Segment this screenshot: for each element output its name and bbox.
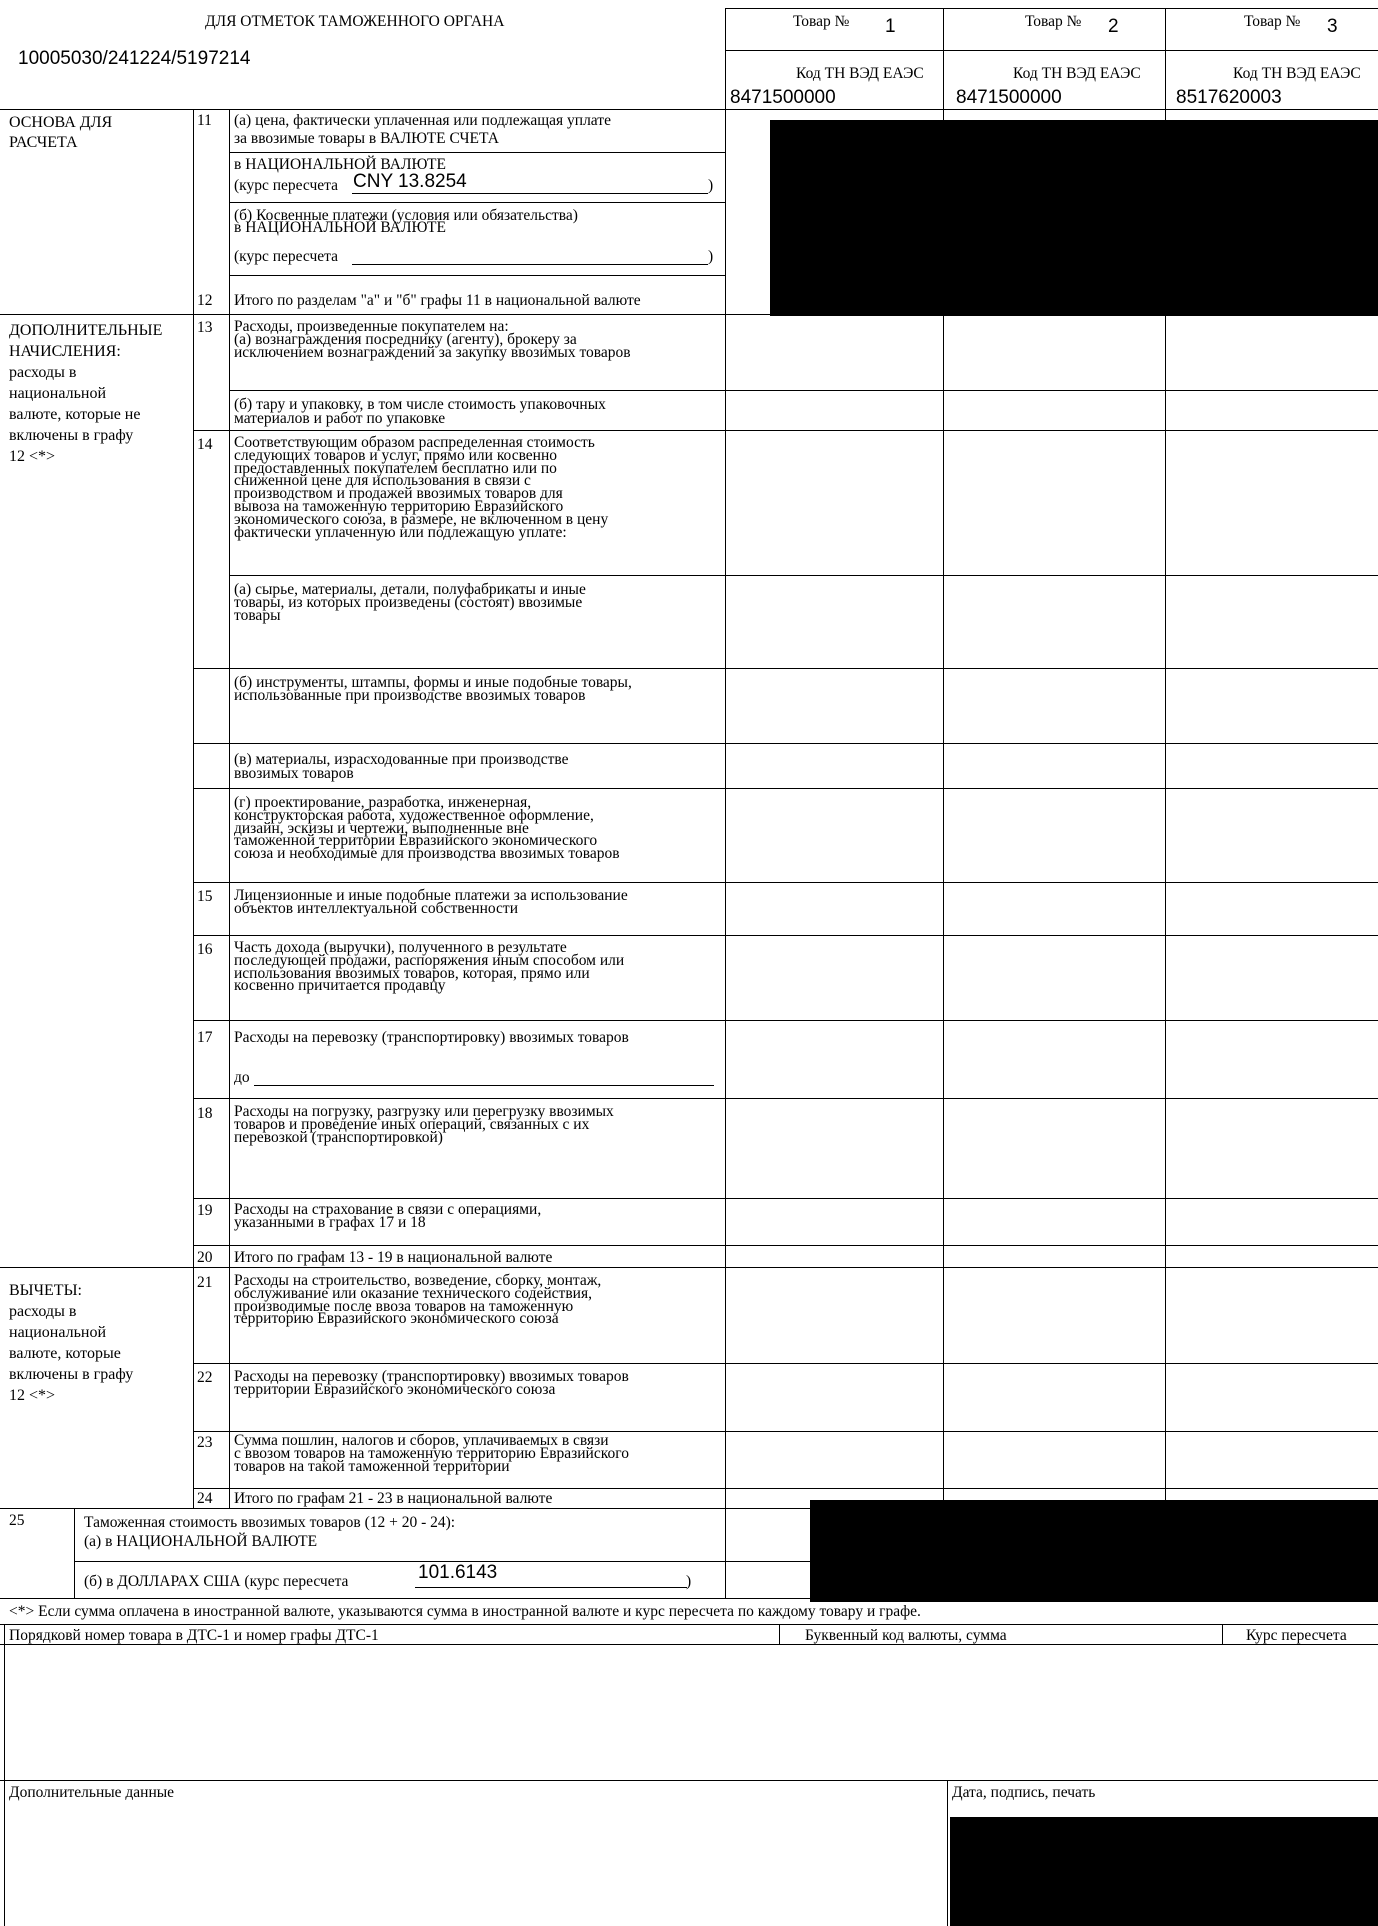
row-number: 12 — [197, 292, 213, 309]
row-11b-text: (б) Косвенные платежи (условия или обязательства) в НАЦИОНАЛЬНОЙ ВАЛЮТЕ — [234, 207, 578, 236]
row-number: 15 — [197, 888, 213, 905]
row-14b-text: (б) инструменты, штампы, формы и иные подобные товары, использованные при производстве ввозимых товаров — [234, 674, 632, 704]
row-line — [193, 788, 1378, 789]
row-line — [193, 935, 1378, 936]
row-line — [0, 1644, 1378, 1645]
section-additions: ДОПОЛНИТЕЛЬНЫЕ НАЧИСЛЕНИЯ: расходы в национальной валюте, которые не включены в графу 12 <*> — [9, 322, 163, 465]
row-14-text: Соответствующим образом распределенная стоимость следующих товаров и услуг, прямо или косвенно предоставленных покупателем бесплатно или по сниженной цене для использования в связи с производством и продажей ввозимых товаров для вывоза на таможенную территорию Евразийского экономического союза, в размере, не включенном в цену фактически уплаченную или подлежащую уплате: — [234, 434, 609, 541]
col-divider — [1165, 8, 1166, 110]
value-col-line — [725, 109, 726, 1509]
redaction-block — [810, 1500, 1378, 1602]
footer-col-currency: Буквенный код валюты, сумма — [805, 1627, 1007, 1644]
goods-1-label: Товар № — [793, 13, 850, 30]
row-number: 17 — [197, 1029, 213, 1046]
row-number: 13 — [197, 319, 213, 336]
row-line — [193, 668, 1378, 669]
rate-underline — [415, 1587, 687, 1588]
declaration-number: 10005030/241224/5197214 — [18, 48, 251, 69]
goods-1-number: 1 — [885, 16, 896, 37]
row-line — [229, 152, 725, 153]
rate-underline — [352, 264, 708, 265]
footer-col-line — [779, 1624, 780, 1644]
row-line — [0, 1780, 1378, 1781]
row-23-text: Сумма пошлин, налогов и сборов, уплачиваемых в связи с ввозом товаров на таможенную территорию Евразийского товаров на такой таможенной территории — [234, 1432, 629, 1475]
row-11-rate-value: CNY 13.8254 — [353, 171, 467, 192]
additional-data-label: Дополнительные данные — [9, 1784, 175, 1801]
col-divider — [943, 8, 944, 110]
row-line — [193, 743, 1378, 744]
row-line — [0, 1267, 1378, 1268]
row-25b-close: ) — [686, 1573, 692, 1590]
value-col-line — [943, 109, 944, 1509]
row-11-rate-label: (курс пересчета — [234, 177, 339, 194]
row-14g-text: (г) проектирование, разработка, инженерная, конструкторская работа, художественное оформление, дизайн, эскизы и чертежи, выполненные вне таможенной территории Евразийского экономического союза и необходимые для производства ввозимых товаров — [234, 794, 620, 863]
row-number: 19 — [197, 1202, 213, 1219]
goods-2-label: Товар № — [1025, 13, 1082, 30]
row-line — [193, 1245, 1378, 1246]
footer-col-goods: Порядковй номер товара в ДТС-1 и номер графы ДТС-1 — [9, 1627, 379, 1644]
row-line — [229, 202, 725, 203]
row-number: 16 — [197, 941, 213, 958]
row-line — [193, 1488, 1378, 1489]
row-number: 14 — [197, 436, 213, 453]
col-divider — [725, 8, 726, 110]
row-number: 20 — [197, 1249, 213, 1266]
row-18-text: Расходы на погрузку, разгрузку или перегрузку ввозимых товаров и проведение иных операций, связанных с их перевозкой (транспортировкой) — [234, 1103, 614, 1146]
row-13b-text: (б) тару и упаковку, в том числе стоимость упаковочных материалов и работ по упаковке — [234, 396, 606, 427]
row-line — [193, 882, 1378, 883]
row-number: 22 — [197, 1369, 213, 1386]
row-number: 11 — [197, 112, 212, 129]
customs-marks-label: ДЛЯ ОТМЕТОК ТАМОЖЕННОГО ОРГАНА — [205, 13, 505, 30]
footer-col-line — [1222, 1624, 1223, 1644]
row-11-rate-close: ) — [708, 177, 714, 194]
row-11b-rate-close: ) — [708, 248, 714, 265]
goods-3-code: 8517620003 — [1176, 87, 1282, 108]
row-16-text: Часть дохода (выручки), полученного в результате последующей продажи, распоряжения иным способом или использования ввозимых товаров, которая, прямо или косвенно причитается продавцу — [234, 939, 625, 995]
row-line — [229, 275, 725, 276]
sign-col-line — [947, 1780, 948, 1926]
row-14v-text: (в) материалы, израсходованные при производстве ввозимых товаров — [234, 751, 569, 782]
row-line — [193, 430, 1378, 431]
row-line — [193, 1020, 1378, 1021]
row-19-text: Расходы на страхование в связи с операциями, указанными в графах 17 и 18 — [234, 1201, 542, 1231]
redaction-block — [950, 1817, 1378, 1926]
header-bottom-line — [0, 109, 1378, 110]
header-mid-line — [725, 50, 1378, 51]
sign-label: Дата, подпись, печать — [952, 1784, 1096, 1801]
row-line — [229, 390, 1378, 391]
header-top-line — [725, 8, 1378, 9]
row-number: 21 — [197, 1274, 213, 1291]
row-17-text: Расходы на перевозку (транспортировку) ввозимых товаров — [234, 1029, 629, 1046]
value-col-line — [1165, 109, 1166, 1509]
rate-underline — [352, 193, 708, 194]
redaction-block — [770, 120, 1378, 316]
row-line — [193, 1198, 1378, 1199]
row-25b-rate: 101.6143 — [418, 1562, 498, 1583]
row-11-national-text: в НАЦИОНАЛЬНОЙ ВАЛЮТЕ — [234, 156, 446, 173]
r25-num-line — [74, 1508, 75, 1598]
row-line — [193, 1098, 1378, 1099]
goods-3-number: 3 — [1327, 16, 1338, 37]
desc-col-line — [229, 109, 230, 1509]
row-24-text: Итого по графам 21 - 23 в национальной валюте — [234, 1490, 553, 1507]
row-11b-rate-label: (курс пересчета — [234, 248, 339, 265]
row-13a-text: Расходы, произведенные покупателем на: (а) вознаграждения посреднику (агенту), брокеру за исключением вознаграждений за закупку ввозимых товаров — [234, 318, 631, 361]
section-basis: ОСНОВА ДЛЯ РАСЧЕТА — [9, 114, 113, 151]
row-line — [193, 1363, 1378, 1364]
row-line — [0, 1624, 1378, 1625]
goods-2-number: 2 — [1108, 16, 1119, 37]
row-21-text: Расходы на строительство, возведение, сборку, монтаж, обслуживание или оказание технического содействия, производимые после ввоза товаров на таможенную территорию Евразийского экономического союза — [234, 1272, 602, 1328]
goods-2-code-label: Код ТН ВЭД ЕАЭС — [1013, 65, 1141, 82]
goods-3-code-label: Код ТН ВЭД ЕАЭС — [1233, 65, 1361, 82]
goods-3-label: Товар № — [1244, 13, 1301, 30]
goods-2-code: 8471500000 — [956, 87, 1062, 108]
row-number: 23 — [197, 1434, 213, 1451]
row-line — [229, 575, 1378, 576]
row-12-text: Итого по разделам "а" и "б" графы 11 в национальной валюте — [234, 292, 641, 309]
r25-value-line — [725, 1508, 726, 1598]
row-number: 18 — [197, 1105, 213, 1122]
goods-1-code: 8471500000 — [730, 87, 836, 108]
footer-col-rate: Курс пересчета — [1246, 1627, 1347, 1644]
section-deductions: ВЫЧЕТЫ: расходы в национальной валюте, которые включены в графу 12 <*> — [9, 1282, 134, 1404]
section-col-line — [193, 109, 194, 1509]
row-17-to: до — [234, 1069, 250, 1086]
row-20-text: Итого по графам 13 - 19 в национальной валюте — [234, 1249, 553, 1266]
footnote: <*> Если сумма оплачена в иностранной валюте, указываются сумма в иностранной валюте и курс пересчета по каждому товару и графе. — [9, 1603, 921, 1620]
row-15-text: Лицензионные и иные подобные платежи за использование объектов интеллектуальной собственности — [234, 887, 628, 917]
row-14a-text: (а) сырье, материалы, детали, полуфабрикаты и иные товары, из которых произведены (состоят) ввозимые товары — [234, 581, 586, 624]
row-25b-label: (б) в ДОЛЛАРАХ США (курс пересчета — [84, 1573, 349, 1590]
row-11a-text: (а) цена, фактически уплаченная или подлежащая уплате за ввозимые товары в ВАЛЮТЕ СЧЕТА — [234, 112, 611, 147]
goods-1-code-label: Код ТН ВЭД ЕАЭС — [796, 65, 924, 82]
row-22-text: Расходы на перевозку (транспортировку) ввозимых товаров территории Евразийского экономического союза — [234, 1368, 629, 1398]
to-underline — [254, 1085, 714, 1086]
row-25a-text: Таможенная стоимость ввозимых товаров (12 + 20 - 24): (а) в НАЦИОНАЛЬНОЙ ВАЛЮТЕ — [84, 1514, 456, 1550]
row-number: 25 — [9, 1512, 25, 1529]
left-border — [4, 1624, 5, 1926]
row-number: 24 — [197, 1490, 213, 1507]
